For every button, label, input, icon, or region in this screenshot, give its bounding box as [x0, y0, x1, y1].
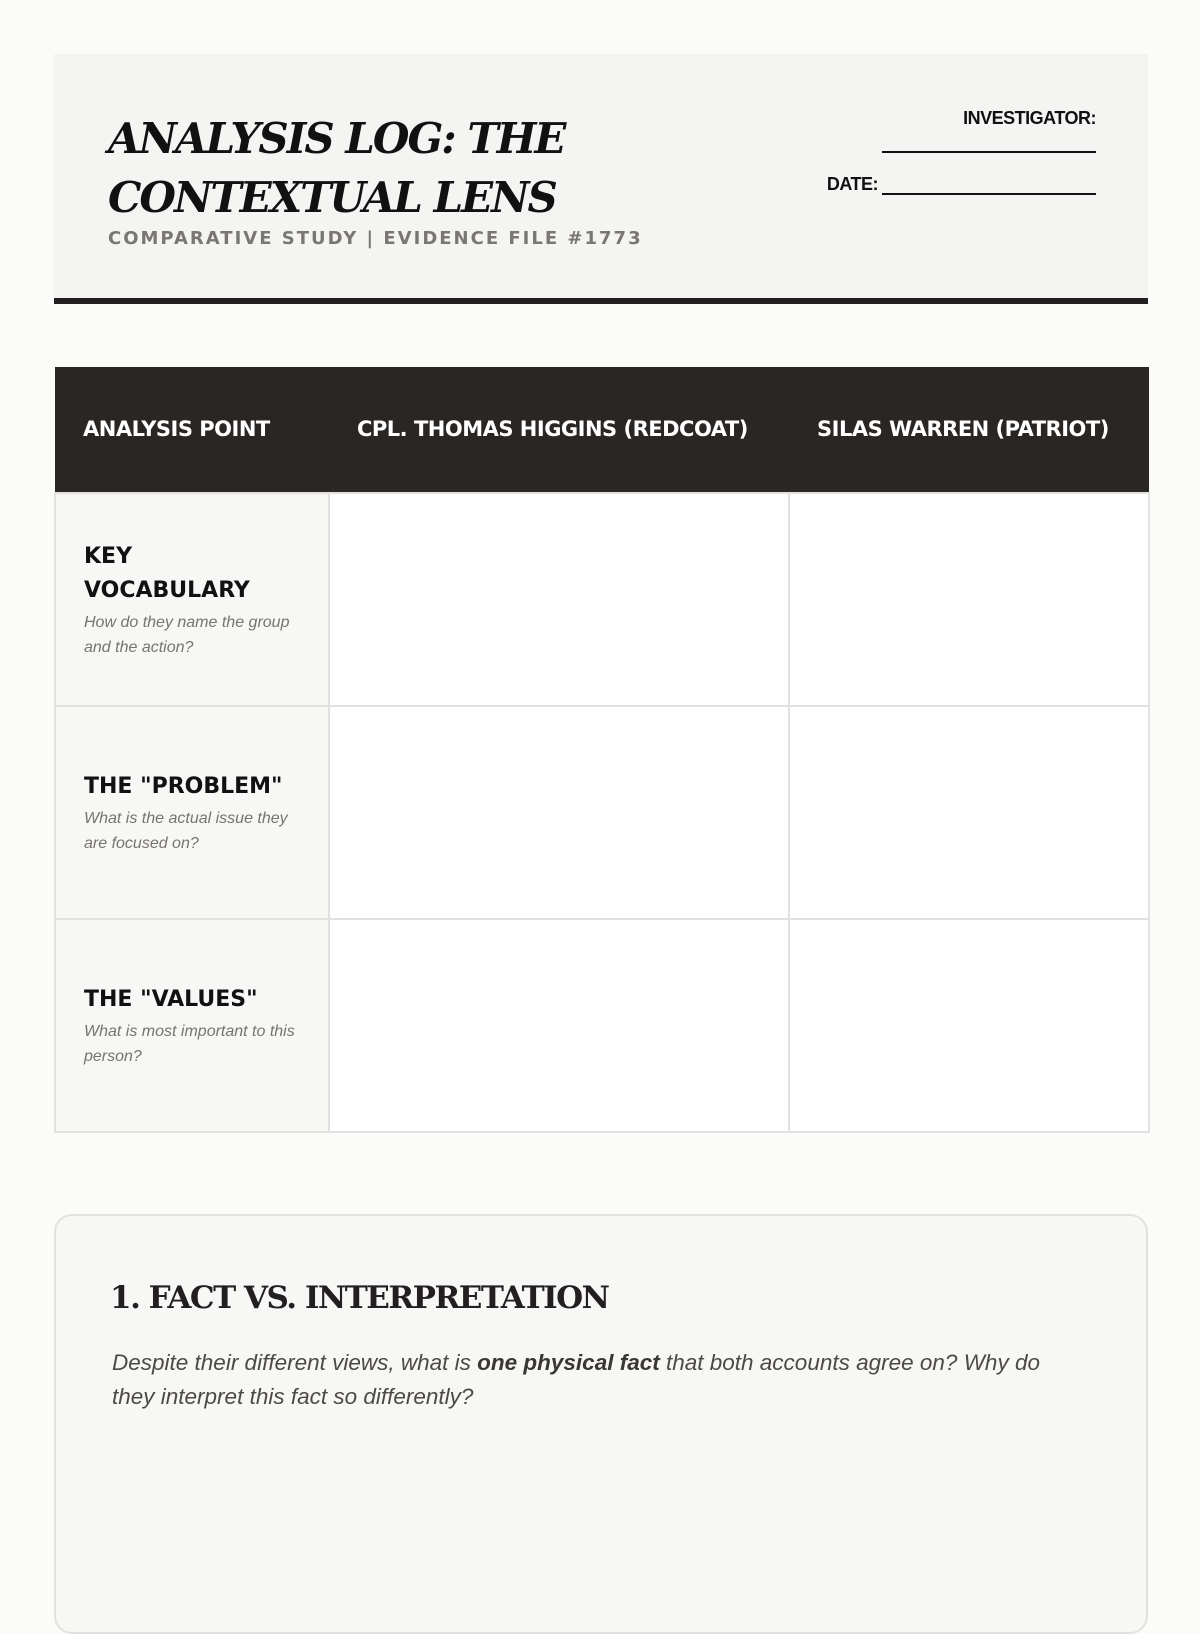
analysis-table: [54, 367, 1150, 1133]
row-hint: What is the actual issue they are focused on?: [84, 809, 288, 852]
prompt-emphasis: one physical fact: [477, 1350, 660, 1375]
row-title: KEY VOCABULARY: [84, 543, 250, 603]
column-header-analysis-point: ANALYSIS POINT: [55, 367, 329, 493]
table-row-problem: [55, 706, 1149, 919]
answer-cell-patriot-vocabulary[interactable]: [789, 493, 1149, 706]
table-row-values: [55, 919, 1149, 1132]
row-title: THE "PROBLEM": [84, 773, 283, 799]
table-header-row: [55, 367, 1149, 493]
row-label-cell: [55, 919, 329, 1132]
table-row-key-vocabulary: [55, 493, 1149, 706]
investigator-field[interactable]: [882, 151, 1096, 153]
investigator-label: INVESTIGATOR:: [963, 108, 1096, 128]
prompt-text-start: Despite their different views, what is: [112, 1350, 478, 1375]
row-title: THE "VALUES": [84, 986, 258, 1012]
answer-cell-patriot-values[interactable]: [789, 919, 1149, 1132]
section-prompt: [112, 1346, 1072, 1414]
fact-vs-interpretation-card[interactable]: [54, 1214, 1148, 1634]
page-title: ANALYSIS LOG: THE CONTEXTUAL LENS: [108, 114, 565, 222]
row-label-cell: [55, 706, 329, 919]
date-row: [827, 174, 1096, 195]
worksheet-header: [54, 54, 1148, 304]
answer-cell-redcoat-problem[interactable]: [329, 706, 789, 919]
section-title: 1. FACT VS. INTERPRETATION: [110, 1280, 609, 1316]
prompt-text-end: that both accounts agree on? Why do they interpret this fact so differently?: [112, 1350, 1040, 1409]
date-field[interactable]: [882, 179, 1096, 195]
row-hint: How do they name the group and the action?: [84, 613, 290, 656]
answer-cell-redcoat-vocabulary[interactable]: [329, 493, 789, 706]
date-label: DATE:: [826, 174, 878, 194]
column-header-patriot: SILAS WARREN (PATRIOT): [789, 367, 1149, 493]
answer-cell-patriot-problem[interactable]: [789, 706, 1149, 919]
answer-cell-redcoat-values[interactable]: [329, 919, 789, 1132]
row-hint: What is most important to this person?: [84, 1022, 295, 1065]
column-header-redcoat: CPL. THOMAS HIGGINS (REDCOAT): [329, 367, 789, 493]
page-subtitle: COMPARATIVE STUDY | EVIDENCE FILE #1773: [108, 228, 643, 249]
row-label-cell: [55, 493, 329, 706]
